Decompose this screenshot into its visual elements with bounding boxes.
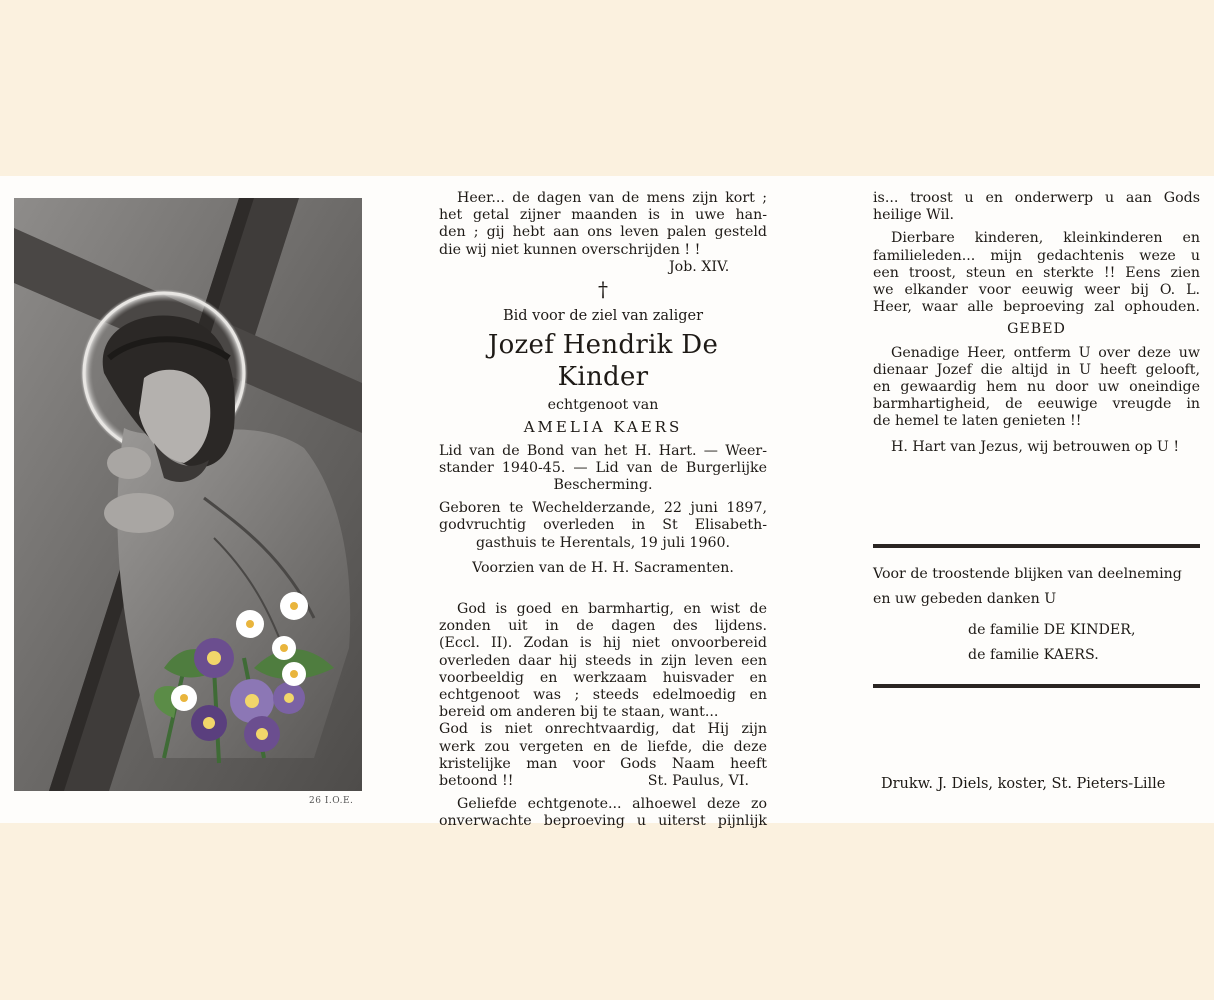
reflection-line: God is goed en barmhartig, en wist de [457,601,767,618]
pray-for-line: Bid voor de ziel van zaliger [502,308,704,325]
birth-death-line: Geboren te Wechelderzande, 22 juni 1897, [439,500,767,517]
membership-line: Bescherming. [553,477,653,494]
children-line: Heer, waar alle beproeving zal ophouden. [873,299,1200,316]
thanks-line: en uw gebeden danken U [873,590,1057,607]
right-column [873,190,1200,793]
reflection-reference: St. Paulus, VI. [647,773,749,790]
divider-rule [873,544,1200,548]
membership-line: stander 1940-45. — Lid van de Burgerlijke [439,459,767,476]
verse-line: den ; gij hebt aan ons leven palen gesteld [439,224,767,241]
thanks-line: Voor de troostende blijken van deelneming [873,565,1182,582]
children-line: een troost, steun en sterkte !! Eens zien [873,264,1200,281]
reflection-line: betoond !! [439,773,514,790]
family-line: de familie KAERS. [968,646,1099,663]
invocation-line: H. Hart van Jezus, wij betrouwen op U ! [891,438,1180,455]
children-line: familieleden... mijn gedachtenis weze u [873,247,1200,264]
spouse-name: AMELIA KAERS [523,418,683,437]
reflection-line: God is niet onrechtvaardig, dat Hij zijn [439,721,767,738]
family-line: de familie DE KINDER, [968,621,1136,638]
spouse-address-line: heilige Wil. [873,207,955,224]
reflection-line: bereid om anderen bij te staan, want... [439,704,719,721]
verse-line: die wij niet kunnen overschrijden ! ! [439,241,701,258]
prayer-line: en gewaardig hem nu door uw oneindige [873,379,1200,396]
divider-rule [873,684,1200,688]
membership-line: Lid van de Bond van het H. Hart. — Weer- [439,442,767,459]
memorial-card [0,176,1214,830]
verse-line: Heer... de dagen van de mens zijn kort ; [457,190,767,206]
deceased-name: Jozef Hendrik De Kinder [487,330,719,393]
prayer-title: GEBED [1007,321,1066,338]
birth-death-line: godvruchtig overleden in St Elisabeth- [439,517,767,534]
verse-reference: Job. XIV. [669,258,730,275]
printer-credit: Drukw. J. Diels, koster, St. Pieters-Lille [881,775,1166,792]
devotional-picture [14,198,362,791]
reflection-line: zonden uit in de dagen des lijdens. [439,618,767,635]
print-code: 26 I.O.E. [309,796,354,806]
prayer-line: barmhartigheid, de eeuwige vreugde in [873,396,1200,413]
verse-line: het getal zijner maanden is in uwe han- [439,207,767,224]
reflection-line: (Eccl. II). Zodan is hij niet onvoorbereid [439,635,767,652]
prayer-line: Genadige Heer, ontferm U over deze uw [891,344,1200,361]
cross-symbol: † [598,277,608,302]
birth-death-line: gasthuis te Herentals, 19 juli 1960. [475,534,731,551]
reflection-line: voorbeeldig en werkzaam huisvader en [439,669,767,686]
spouse-address-line: onverwachte beproeving u uiterst pijnlijk [439,813,767,830]
reflection-line: werk zou vergeten en de liefde, die deze [439,738,767,755]
reflection-line: kristelijke man voor Gods Naam heeft [439,755,767,772]
children-line: Dierbare kinderen, kleinkinderen en [891,230,1200,247]
sacraments-line: Voorzien van de H. H. Sacramenten. [472,559,734,576]
children-line: we elkander voor eeuwig weer bij O. L. [873,282,1200,299]
prayer-line: de hemel te laten genieten !! [873,413,1082,430]
center-column [439,190,767,831]
spouse-address-line: is... troost u en onderwerp u aan Gods [873,190,1200,206]
prayer-line: dienaar Jozef die altijd in U heeft gelooft, [873,361,1200,378]
reflection-line: echtgenoot was ; steeds edelmoedig en [439,687,767,704]
spouse-label: echtgenoot van [547,397,659,414]
reflection-line: overleden daar hij steeds in zijn leven een [439,652,767,669]
spouse-address-line: Geliefde echtgenote... alhoewel deze zo [457,796,767,813]
